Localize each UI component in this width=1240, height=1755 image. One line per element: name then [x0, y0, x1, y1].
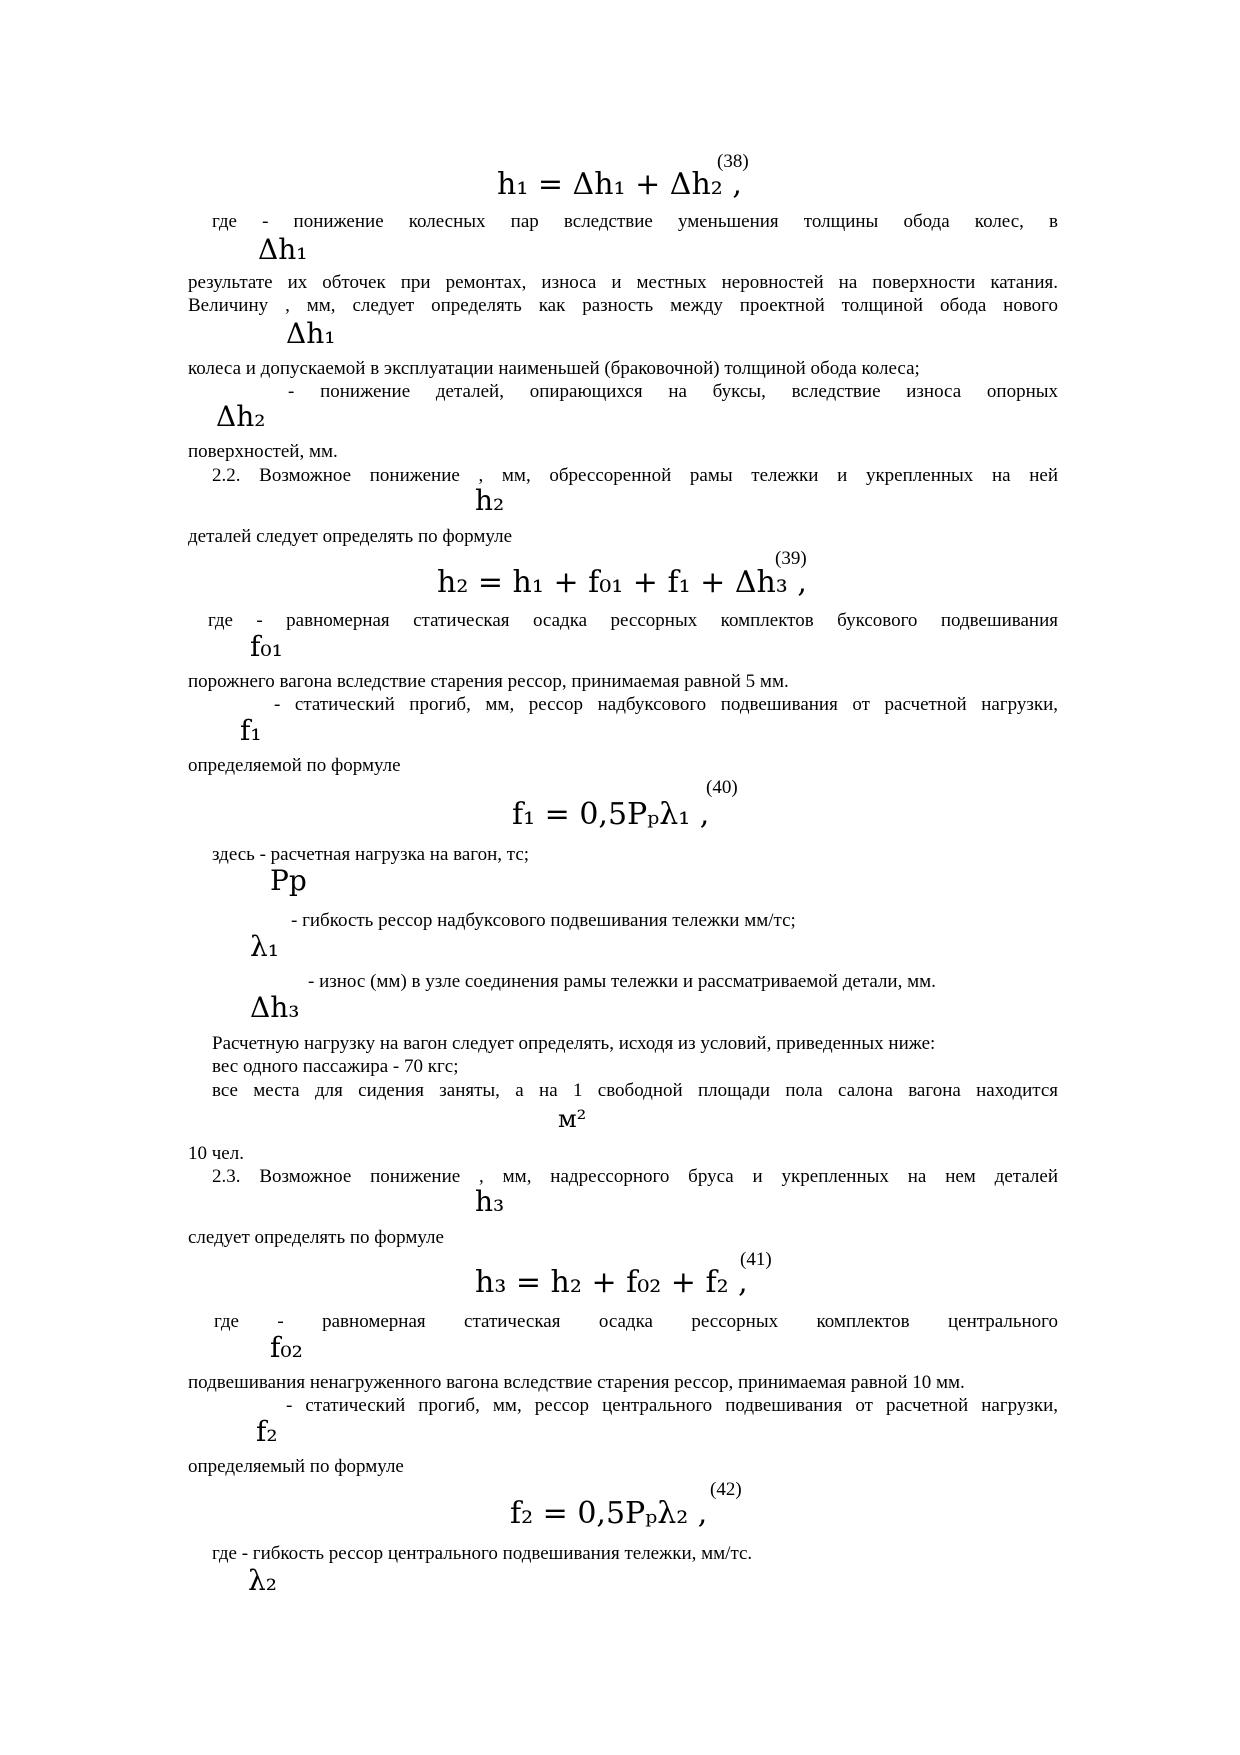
text-line: деталей следует определять по формуле: [188, 526, 513, 547]
equation-number-39: (39): [775, 548, 807, 569]
symbol-delta-h2: Δh₂: [216, 400, 266, 433]
symbol-delta-h1: Δh₁: [286, 317, 336, 350]
text-line: все места для сидения заняты, а на 1 свободной площади пола салона вагона находится: [212, 1080, 1058, 1101]
text-line: 2.3. Возможное понижение , мм, надрессорного бруса и укрепленных на нем деталей: [212, 1166, 1058, 1187]
equation-number-40: (40): [706, 777, 738, 798]
text-line: - понижение деталей, опирающихся на буксы, вследствие износа опорных: [288, 381, 1058, 402]
symbol-h2: h₂: [475, 484, 505, 517]
formula-40: f₁ = 0,5Pₚλ₁ ,: [512, 797, 710, 832]
text-line: результате их обточек при ремонтах, износа и местных неровностей на поверхности катания.: [188, 272, 1058, 293]
symbol-f2: f₂: [256, 1415, 278, 1448]
symbol-lambda1: λ₁: [250, 930, 279, 963]
symbol-lambda2: λ₂: [248, 1564, 277, 1597]
text-line: - гибкость рессор надбуксового подвешивания тележки мм/тс;: [291, 910, 796, 931]
equation-number-41: (41): [740, 1249, 772, 1270]
formula-39: h₂ = h₁ + f₀₁ + f₁ + Δh₃ ,: [437, 565, 807, 600]
formula-42: f₂ = 0,5Pₚλ₂ ,: [510, 1496, 708, 1531]
formula-41: h₃ = h₂ + f₀₂ + f₂ ,: [475, 1265, 748, 1300]
text-line: поверхностей, мм.: [188, 441, 338, 462]
text-line: где - равномерная статическая осадка рессорных комплектов центрального: [214, 1311, 1058, 1332]
text-line: - статический прогиб, мм, рессор надбуксового подвешивания от расчетной нагрузки,: [274, 694, 1058, 715]
symbol-h3: h₃: [475, 1185, 505, 1218]
text-line: Величину , мм, следует определять как разность между проектной толщиной обода нового: [188, 295, 1058, 316]
text-line: колеса и допускаемой в эксплуатации наименьшей (браковочной) толщиной обода колеса;: [188, 358, 920, 379]
text-line: следует определять по формуле: [188, 1227, 444, 1248]
symbol-f1: f₁: [240, 714, 262, 747]
symbol-f01: f₀₁: [250, 630, 283, 663]
equation-number-38: (38): [717, 151, 749, 172]
text-line: 10 чел.: [188, 1143, 244, 1164]
text-line: здесь - расчетная нагрузка на вагон, тс;: [212, 844, 530, 865]
text-line: где - гибкость рессор центрального подвешивания тележки, мм/тс.: [212, 1543, 753, 1564]
symbol-delta-h1: Δh₁: [258, 233, 308, 266]
symbol-f02: f₀₂: [270, 1331, 303, 1364]
text-line: 2.2. Возможное понижение , мм, обрессоренной рамы тележки и укрепленных на ней: [212, 465, 1058, 486]
symbol-m2: м²: [558, 1105, 587, 1133]
symbol-P-p: Pр: [270, 864, 307, 897]
equation-number-42: (42): [710, 1479, 742, 1500]
text-line: порожнего вагона вследствие старения рессор, принимаемая равной 5 мм.: [188, 671, 789, 692]
symbol-delta-h3: Δh₃: [250, 991, 300, 1024]
text-line: определяемый по формуле: [188, 1456, 404, 1477]
text-line: определяемой по формуле: [188, 755, 401, 776]
text-line: - статический прогиб, мм, рессор центрального подвешивания от расчетной нагрузки,: [286, 1395, 1058, 1416]
formula-38: h₁ = Δh₁ + Δh₂ ,: [497, 167, 742, 202]
text-line: - износ (мм) в узле соединения рамы тележки и рассматриваемой детали, мм.: [308, 971, 936, 992]
text-line: где - равномерная статическая осадка рессорных комплектов буксового подвешивания: [208, 610, 1058, 631]
text-line: Расчетную нагрузку на вагон следует определять, исходя из условий, приведенных ниже:: [212, 1033, 936, 1054]
text-line: подвешивания ненагруженного вагона вследствие старения рессор, принимаемая равной 10 мм.: [188, 1372, 965, 1393]
text-line: где - понижение колесных пар вследствие уменьшения толщины обода колес, в: [212, 211, 1058, 232]
text-line: вес одного пассажира - 70 кгс;: [212, 1056, 459, 1077]
